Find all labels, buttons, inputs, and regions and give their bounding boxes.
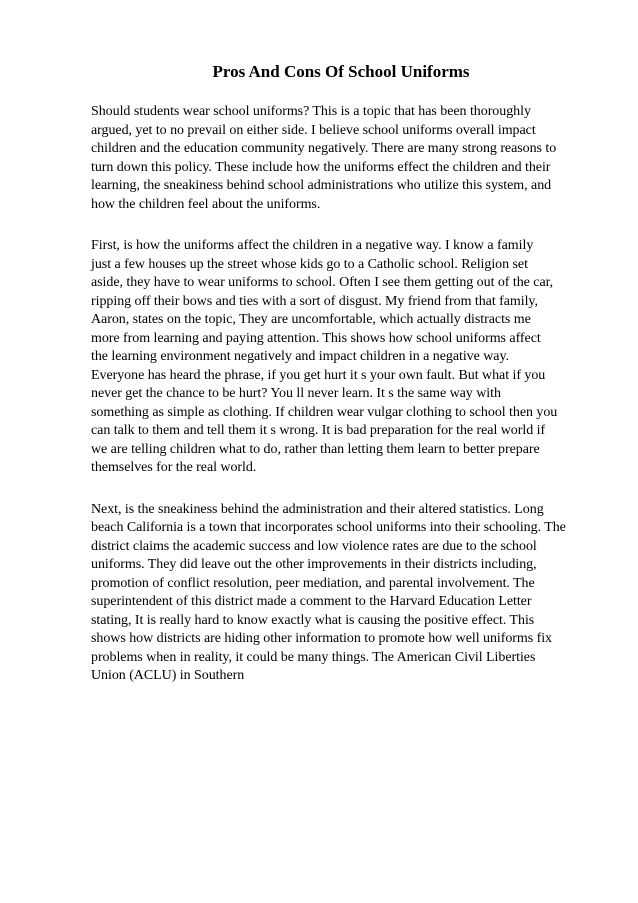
text-line: Next, is the sneakiness behind the administration and their altered statistics. Long bbox=[91, 501, 544, 517]
paragraph-3 bbox=[91, 501, 591, 686]
text-line: superintendent of this district made a comment to the Harvard Education Letter bbox=[91, 594, 532, 609]
text-line: problems when in reality, it could be many things. The American Civil Liberties bbox=[91, 649, 536, 665]
text-line: the learning environment negatively and impact children in a negative way. bbox=[91, 349, 509, 364]
paragraph-2 bbox=[91, 237, 591, 478]
text-line: promotion of conflict resolution, peer mediation, and parental involvement. The bbox=[91, 575, 535, 591]
text-line: ripping off their bows and ties with a sort of disgust. My friend from that family, bbox=[91, 293, 538, 309]
text-line: how the children feel about the uniforms. bbox=[91, 196, 321, 212]
text-line: just a few houses up the street whose kids go to a Catholic school. Religion set bbox=[91, 256, 528, 272]
text-line: First, is how the uniforms affect the children in a negative way. I know a family bbox=[91, 238, 534, 253]
text-line: district claims the academic success and low violence rates are due to the school bbox=[91, 538, 537, 554]
text-line: more from learning and paying attention. This shows how school uniforms affect bbox=[91, 330, 541, 346]
document-title: Pros And Cons Of School Uniforms bbox=[212, 62, 470, 81]
document-body bbox=[91, 103, 588, 686]
text-line: uniforms. They did leave out the other improvements in their districts including, bbox=[91, 557, 537, 572]
text-line: beach California is a town that incorporates school uniforms into their schooling. The bbox=[91, 520, 566, 535]
text-line: themselves for the real world. bbox=[91, 460, 257, 475]
text-line: learning, the sneakiness behind school administrations who utilize this system, and bbox=[91, 178, 552, 193]
text-line: turn down this policy. These include how the uniforms effect the children and their bbox=[91, 159, 551, 175]
text-line: stating, It is really hard to know exactly what is causing the positive effect. This bbox=[91, 612, 535, 628]
text-line: aside, they have to wear uniforms to school. Often I see them getting out of the car, bbox=[91, 275, 554, 290]
text-line: Aaron, states on the topic, They are uncomfortable, which actually distracts me bbox=[91, 312, 531, 327]
text-line: Should students wear school uniforms? This is a topic that has been thoroughly bbox=[91, 104, 531, 119]
text-line: Union (ACLU) in Southern bbox=[91, 668, 245, 683]
text-line: never get the chance to be hurt? You ll never learn. It s the same way with bbox=[91, 386, 501, 401]
text-line: children and the education community negatively. There are many strong reasons to bbox=[91, 141, 557, 156]
text-line: we are telling children what to do, rather than letting them learn to better prepare bbox=[91, 441, 540, 457]
paragraph-1 bbox=[91, 103, 591, 214]
text-line: can talk to them and tell them it s wrong. It is bad preparation for the real world if bbox=[91, 423, 546, 438]
text-line: shows how districts are hiding other information to promote how well uniforms fix bbox=[91, 631, 552, 646]
text-line: argued, yet to no prevail on either side. I believe school uniforms overall impact bbox=[91, 122, 536, 138]
text-line: something as simple as clothing. If children wear vulgar clothing to school then you bbox=[91, 404, 558, 420]
text-line: Everyone has heard the phrase, if you get hurt it s your own fault. But what if you bbox=[91, 367, 546, 383]
